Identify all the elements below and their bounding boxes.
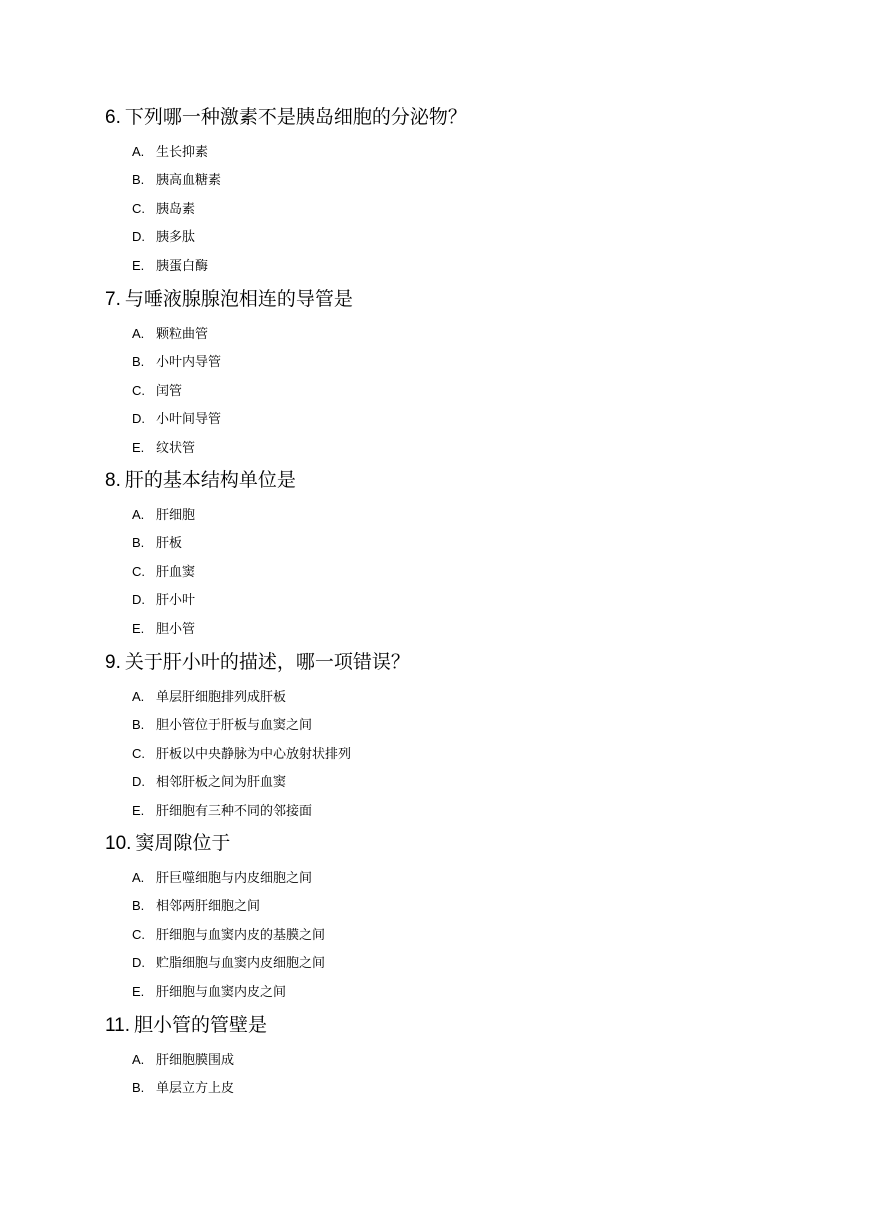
option-text: 纹状管 <box>156 440 196 456</box>
option-b[interactable] <box>105 529 296 557</box>
option-letter: D. <box>132 411 145 427</box>
option-list <box>105 501 296 643</box>
question-title <box>105 99 467 135</box>
option-list <box>105 1046 267 1103</box>
option-text: 肝细胞 <box>156 508 196 523</box>
option-a[interactable] <box>105 138 467 166</box>
option-d[interactable] <box>105 949 325 977</box>
question-text: 胆小管的管壁是 <box>134 1014 268 1036</box>
option-letter: B. <box>132 172 145 188</box>
option-letter: A. <box>132 326 145 341</box>
option-b[interactable] <box>105 166 467 194</box>
option-text: 胰高血糖素 <box>156 173 222 189</box>
question-10 <box>105 825 325 1006</box>
question-title <box>105 462 296 498</box>
option-b[interactable] <box>105 348 353 376</box>
option-letter: D. <box>132 955 145 971</box>
question-number: 8. <box>105 470 121 491</box>
option-e[interactable] <box>105 797 410 825</box>
option-a[interactable] <box>105 501 296 529</box>
option-letter: A. <box>132 144 145 159</box>
option-a[interactable] <box>105 864 325 892</box>
option-text: 肝细胞与血窦内皮的基膜之间 <box>156 927 326 943</box>
question-title <box>105 281 353 317</box>
option-text: 胰岛素 <box>156 201 196 217</box>
option-letter: C. <box>132 563 145 579</box>
option-letter: E. <box>132 257 145 273</box>
question-number: 11. <box>105 1015 131 1036</box>
option-text: 肝细胞有三种不同的邻接面 <box>156 803 313 819</box>
question-number: 10. <box>105 833 132 854</box>
option-a[interactable] <box>105 320 353 348</box>
option-text: 小叶内导管 <box>156 355 222 371</box>
option-text: 相邻两肝细胞之间 <box>156 899 261 915</box>
option-text: 生长抑素 <box>156 145 209 160</box>
option-c[interactable] <box>105 377 353 405</box>
option-letter: C. <box>132 382 145 398</box>
option-text: 单层立方上皮 <box>156 1081 235 1097</box>
question-text: 关于肝小叶的描述，哪一项错误？ <box>124 651 410 673</box>
option-c[interactable] <box>105 921 325 949</box>
option-c[interactable] <box>105 740 410 768</box>
question-number: 7. <box>105 289 121 310</box>
option-letter: B. <box>132 535 145 551</box>
option-d[interactable] <box>105 405 353 433</box>
option-letter: B. <box>132 1080 145 1096</box>
option-text: 小叶间导管 <box>156 412 222 428</box>
question-number: 6. <box>105 107 121 128</box>
option-list <box>105 320 353 462</box>
option-c[interactable] <box>105 558 296 586</box>
option-text: 单层肝细胞排列成肝板 <box>156 690 287 705</box>
option-text: 闰管 <box>156 383 183 399</box>
question-8 <box>105 462 296 643</box>
option-text: 颗粒曲管 <box>156 327 209 342</box>
option-a[interactable] <box>105 1046 267 1074</box>
option-e[interactable] <box>105 434 353 462</box>
option-text: 肝巨噬细胞与内皮细胞之间 <box>156 871 313 886</box>
option-letter: D. <box>132 774 145 790</box>
option-text: 肝细胞与血窦内皮之间 <box>156 984 287 1000</box>
question-text: 窦周隙位于 <box>135 832 231 854</box>
option-letter: C. <box>132 745 145 761</box>
option-letter: D. <box>132 592 145 608</box>
option-text: 肝板 <box>156 536 183 552</box>
option-letter: C. <box>132 926 145 942</box>
option-b[interactable] <box>105 711 410 739</box>
option-e[interactable] <box>105 978 325 1006</box>
option-text: 相邻肝板之间为肝血窦 <box>156 775 287 791</box>
question-6 <box>105 99 467 280</box>
question-title <box>105 1007 267 1043</box>
option-text: 肝血窦 <box>156 564 196 580</box>
option-e[interactable] <box>105 252 467 280</box>
option-d[interactable] <box>105 586 296 614</box>
question-number: 9. <box>105 652 121 673</box>
option-text: 胰多肽 <box>156 230 196 246</box>
option-letter: B. <box>132 717 145 733</box>
option-letter: B. <box>132 898 145 914</box>
option-letter: E. <box>132 439 145 455</box>
option-letter: A. <box>132 1052 145 1067</box>
option-letter: E. <box>132 620 145 636</box>
option-letter: E. <box>132 802 145 818</box>
option-a[interactable] <box>105 683 410 711</box>
question-title <box>105 825 325 861</box>
option-b[interactable] <box>105 1074 267 1102</box>
question-11 <box>105 1007 267 1103</box>
option-text: 肝细胞膜围成 <box>156 1053 235 1068</box>
option-list <box>105 138 467 280</box>
option-b[interactable] <box>105 892 325 920</box>
question-text: 与唾液腺腺泡相连的导管是 <box>124 288 353 310</box>
option-text: 胆小管 <box>156 621 196 637</box>
option-letter: A. <box>132 689 145 704</box>
option-letter: E. <box>132 983 145 999</box>
option-letter: D. <box>132 229 145 245</box>
option-d[interactable] <box>105 223 467 251</box>
question-9 <box>105 644 410 825</box>
option-text: 贮脂细胞与血窦内皮细胞之间 <box>156 956 326 972</box>
option-list <box>105 864 325 1006</box>
option-letter: C. <box>132 200 145 216</box>
option-list <box>105 683 410 825</box>
question-title <box>105 644 410 680</box>
option-letter: B. <box>132 354 145 370</box>
option-letter: A. <box>132 507 145 522</box>
option-text: 肝板以中央静脉为中心放射状排列 <box>156 746 352 762</box>
option-c[interactable] <box>105 195 467 223</box>
option-text: 胆小管位于肝板与血窦之间 <box>156 718 313 734</box>
question-7 <box>105 281 353 462</box>
option-e[interactable] <box>105 615 296 643</box>
option-text: 肝小叶 <box>156 593 196 609</box>
question-text: 肝的基本结构单位是 <box>124 469 296 491</box>
question-text: 下列哪一种激素不是胰岛细胞的分泌物？ <box>124 106 467 128</box>
option-letter: A. <box>132 870 145 885</box>
option-d[interactable] <box>105 768 410 796</box>
option-text: 胰蛋白酶 <box>156 258 209 274</box>
